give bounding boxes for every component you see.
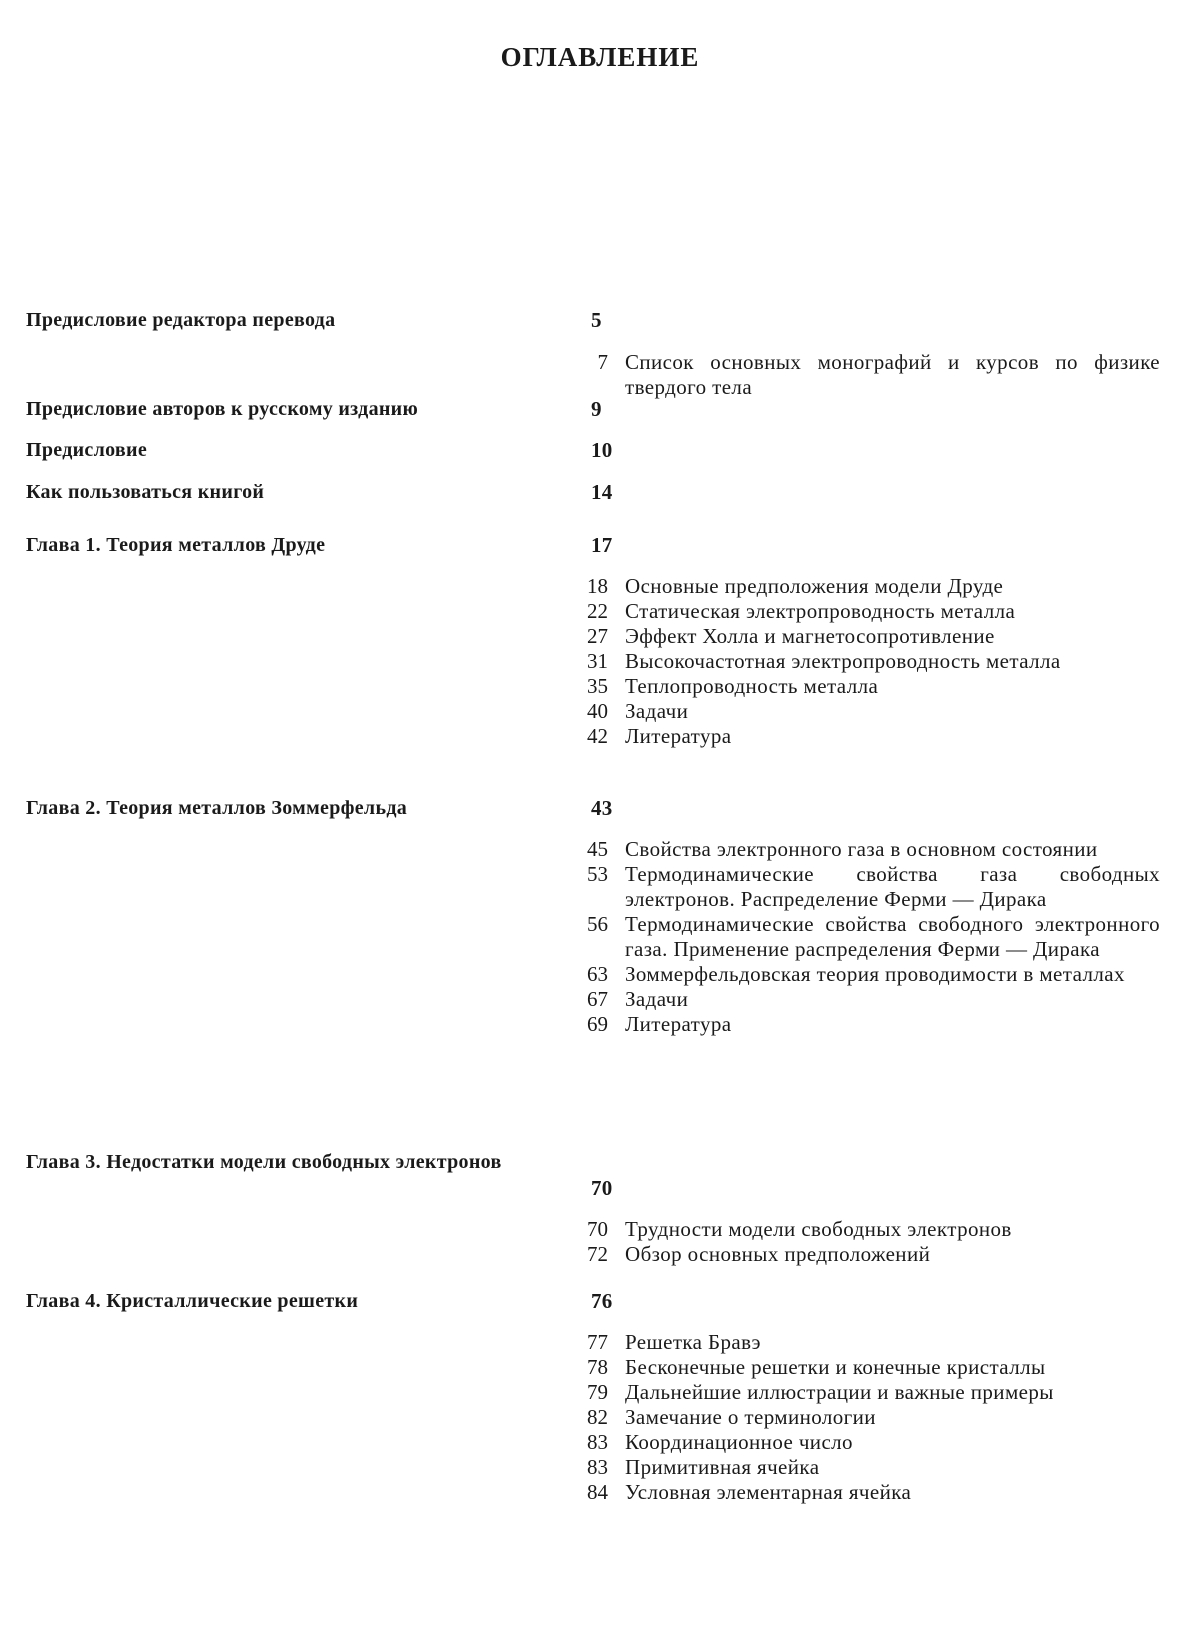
toc-entry-page: 10 (591, 439, 613, 461)
toc-subsection-page: 83 (570, 1455, 608, 1480)
toc-entry-page: 43 (591, 797, 613, 819)
toc-subsection[interactable] (570, 624, 1170, 649)
toc-subsection-page: 31 (570, 649, 608, 674)
toc-subsection-page: 78 (570, 1355, 608, 1380)
toc-chapter-4[interactable] (26, 1290, 581, 1312)
toc-subsection-title: Бесконечные решетки и конечные кристаллы (625, 1355, 1160, 1380)
toc-subsection-page: 18 (570, 574, 608, 599)
toc-entry-page: 9 (591, 398, 602, 420)
toc-entry-page: 70 (591, 1177, 613, 1199)
toc-subsection-title: Задачи (625, 987, 1160, 1012)
toc-subsection-page: 56 (570, 912, 608, 937)
toc-entry-title: Как пользоваться книгой (26, 481, 556, 503)
toc-subsection-page: 79 (570, 1380, 608, 1405)
toc-subsections (570, 1330, 1170, 1505)
toc-subsection[interactable] (570, 574, 1170, 599)
toc-subsection-title: Статическая электропроводность металла (625, 599, 1160, 624)
toc-subsection[interactable] (570, 912, 1170, 962)
toc-subsection[interactable] (570, 1480, 1170, 1505)
toc-subsection[interactable] (570, 699, 1170, 724)
toc-subsection-title: Теплопроводность металла (625, 674, 1160, 699)
toc-subsection[interactable] (570, 862, 1170, 912)
toc-subsection-title: Обзор основных предположений (625, 1242, 1160, 1267)
toc-subsection-page: 82 (570, 1405, 608, 1430)
toc-subsection-title: Основные предположения модели Друде (625, 574, 1160, 599)
toc-subsection-title: Термодинамические свойства газа свободных электронов. Распределение Ферми — Дирака (625, 862, 1160, 912)
toc-subsection-title: Высокочастотная электропроводность металла (625, 649, 1160, 674)
toc-subsection-page: 70 (570, 1217, 608, 1242)
toc-entry-title: Глава 1. Теория металлов Друде (26, 534, 556, 556)
page-title: ОГЛАВЛЕНИЕ (0, 42, 1200, 73)
toc-subsection-title: Литература (625, 724, 1160, 749)
toc-subsection-page: 53 (570, 862, 608, 887)
toc-subsection[interactable] (570, 1012, 1170, 1037)
toc-subsection-title: Дальнейшие иллюстрации и важные примеры (625, 1380, 1160, 1405)
toc-subsection-title: Координационное число (625, 1430, 1160, 1455)
toc-entry-title: Предисловие авторов к русскому изданию (26, 398, 556, 420)
toc-subsection-page: 77 (570, 1330, 608, 1355)
toc-subsection-title: Трудности модели свободных электронов (625, 1217, 1160, 1242)
toc-subsection[interactable] (570, 837, 1170, 862)
toc-entry-page: 5 (591, 309, 602, 331)
toc-subsection-page: 83 (570, 1430, 608, 1455)
toc-subsection[interactable] (570, 1405, 1170, 1430)
toc-subsections (570, 574, 1170, 749)
toc-subsections (570, 837, 1170, 1037)
toc-subsection[interactable] (570, 724, 1170, 749)
toc-subsection-page: 69 (570, 1012, 608, 1037)
toc-subsection-page: 35 (570, 674, 608, 699)
toc-subsection[interactable] (570, 962, 1170, 987)
toc-entry-title: Глава 2. Теория металлов Зоммерфельда (26, 797, 556, 819)
toc-subsection[interactable] (570, 1355, 1170, 1380)
toc-subsection-title: Свойства электронного газа в основном состоянии (625, 837, 1160, 862)
toc-subsection-page: 45 (570, 837, 608, 862)
toc-subsection-title: Зоммерфельдовская теория проводимости в металлах (625, 962, 1160, 987)
toc-subsection-page: 63 (570, 962, 608, 987)
toc-subsection-title: Условная элементарная ячейка (625, 1480, 1160, 1505)
toc-subsection[interactable] (570, 674, 1170, 699)
toc-subsection-title: Замечание о терминологии (625, 1405, 1160, 1430)
toc-entry-title: Глава 3. Недостатки модели свободных электронов (26, 1151, 556, 1173)
toc-subsection-page: 40 (570, 699, 608, 724)
toc-subsection-page: 72 (570, 1242, 608, 1267)
toc-subsection-title: Эффект Холла и магнетосопротивление (625, 624, 1160, 649)
toc-subsection-page: 27 (570, 624, 608, 649)
toc-entry-page: 76 (591, 1290, 613, 1312)
toc-entry-title: Глава 4. Кристаллические решетки (26, 1290, 556, 1312)
toc-subsection[interactable] (570, 350, 1170, 400)
toc-entry-page: 14 (591, 481, 613, 503)
toc-subsections (570, 1217, 1170, 1267)
toc-entry-title: Предисловие (26, 439, 556, 461)
toc-subsection[interactable] (570, 1242, 1170, 1267)
toc-entry[interactable] (26, 439, 581, 461)
toc-subsection[interactable] (570, 987, 1170, 1012)
toc-chapter-1[interactable] (26, 534, 581, 556)
toc-entry[interactable] (26, 309, 581, 331)
toc-entry[interactable] (26, 398, 581, 420)
toc-subsection-page: 67 (570, 987, 608, 1012)
toc-subsection[interactable] (570, 1330, 1170, 1355)
toc-chapter-3[interactable] (26, 1151, 581, 1173)
toc-subsection-title: Список основных монографий и курсов по физике твердого тела (625, 350, 1160, 400)
toc-subsection[interactable] (570, 1217, 1170, 1242)
toc-chapter-2[interactable] (26, 797, 581, 819)
toc-subsections (570, 350, 1170, 400)
toc-entry-title: Предисловие редактора перевода (26, 309, 556, 331)
toc-entry[interactable] (26, 481, 581, 503)
toc-subsection[interactable] (570, 1380, 1170, 1405)
toc-subsection[interactable] (570, 649, 1170, 674)
toc-subsection-title: Литература (625, 1012, 1160, 1037)
toc-subsection-title: Примитивная ячейка (625, 1455, 1160, 1480)
toc-subsection-title: Решетка Бравэ (625, 1330, 1160, 1355)
toc-subsection[interactable] (570, 1455, 1170, 1480)
toc-subsection-page: 84 (570, 1480, 608, 1505)
toc-subsection-page: 42 (570, 724, 608, 749)
toc-entry-page: 17 (591, 534, 613, 556)
toc-subsection-title: Термодинамические свойства свободного электронного газа. Применение распределения Ферми — Дирака (625, 912, 1160, 962)
toc-subsection[interactable] (570, 599, 1170, 624)
toc-subsection-page: 7 (570, 350, 608, 375)
toc-subsection[interactable] (570, 1430, 1170, 1455)
toc-subsection-title: Задачи (625, 699, 1160, 724)
toc-subsection-page: 22 (570, 599, 608, 624)
